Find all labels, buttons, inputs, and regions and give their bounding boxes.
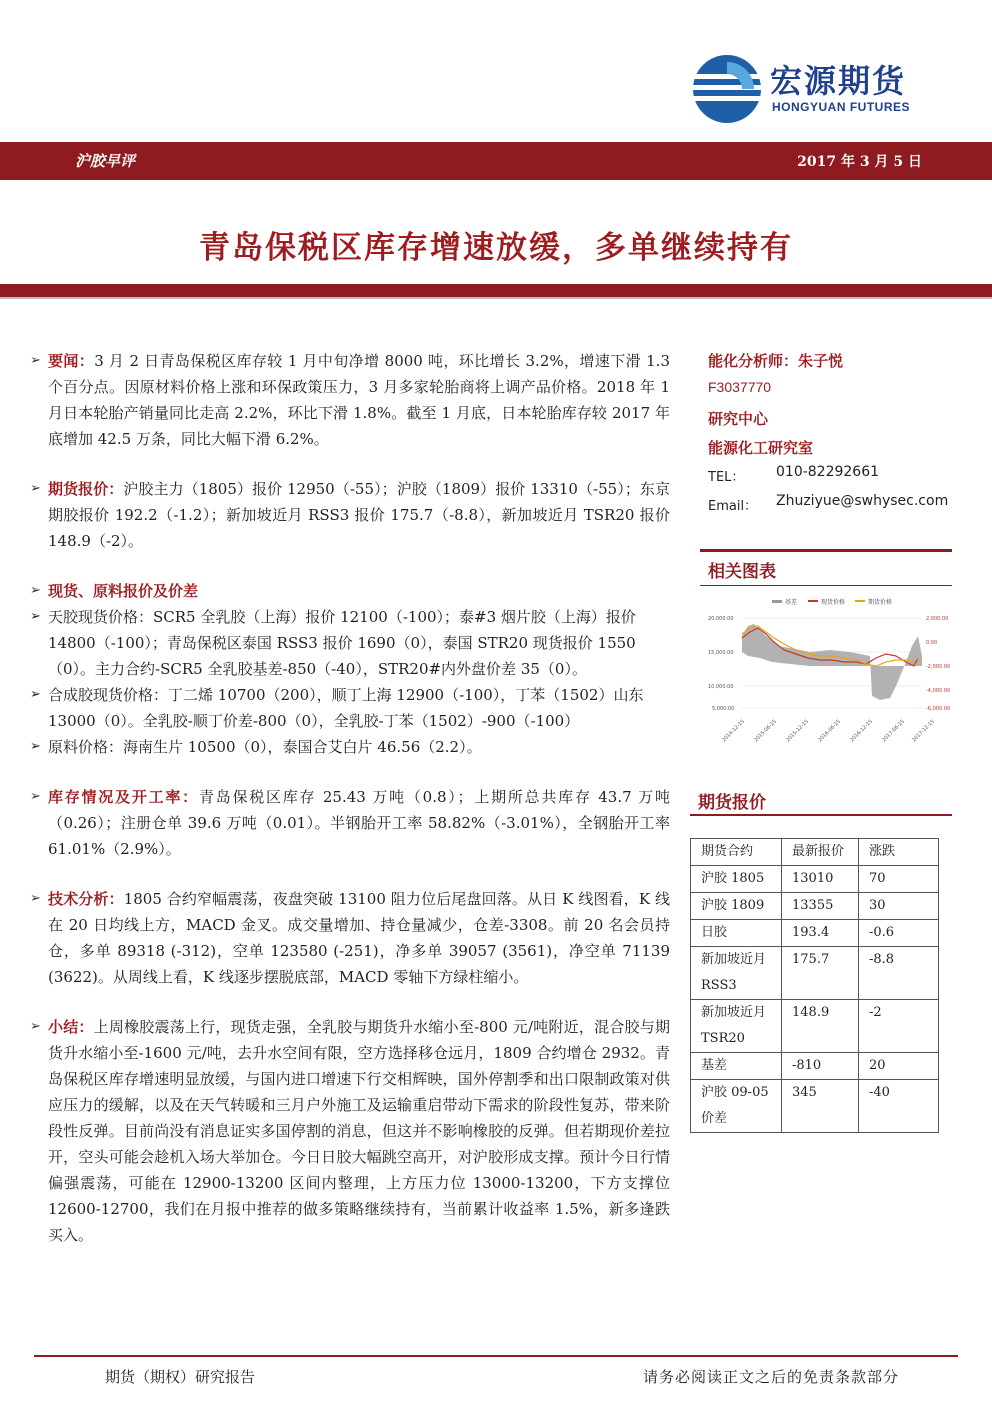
table-row: 新加坡近月 RSS3 175.7 -8.8 (691, 947, 939, 1000)
section-summary (30, 1014, 670, 1248)
section-futures-quotes (30, 476, 670, 554)
section-technical (30, 886, 670, 990)
spot-item: ➢ 合成胶现货价格：丁二烯 10700（200），顺丁上海 12900（-100），丁苯（1502）山东 13000（0）。全乳胶-顺丁价差-800（0），全乳胶-丁苯（1502）-900（-100） (30, 682, 670, 734)
quotes-title: 期货报价 (698, 793, 766, 813)
table-row: 沪胶 09-05 价差 345 -40 (691, 1080, 939, 1133)
svg-text:2,000.00: 2,000.00 (926, 616, 949, 622)
email-value[interactable]: Zhuziyue@swhysec.com (776, 493, 949, 509)
arrow-bullet-icon: ➢ (30, 739, 41, 754)
brand-name-cn: 宏源期货 (770, 62, 907, 100)
col-header: 最新报价 (782, 839, 859, 866)
footer-disclaimer: 请务必阅读正文之后的免责条款部分 (643, 1368, 900, 1386)
section-key: 库存情况及开工率： (48, 788, 199, 806)
related-charts-section (700, 549, 952, 586)
spot-item: ➢ 原料价格：海南生片 10500（0），泰国合艾白片 46.56（2.2）。 (30, 734, 670, 760)
tel-value: 010-82292661 (776, 464, 880, 480)
table-row: 沪胶 1809 13355 30 (691, 893, 939, 920)
arrow-bullet-icon: ➢ (30, 481, 41, 496)
svg-text:2014-12-15: 2014-12-15 (721, 718, 746, 744)
tel-label: TEL： (708, 470, 745, 485)
tel-row (708, 466, 968, 495)
col-header: 期货合约 (691, 839, 782, 866)
arrow-bullet-icon: ➢ (30, 1019, 41, 1034)
table-header-row (691, 839, 939, 866)
analyst-info (708, 350, 968, 524)
chart-x-ticks (721, 719, 936, 744)
section-text: 青岛保税区库存 25.43 万吨（0.8）；上期所总共库存 43.7 万吨（0.26）；注册仓单 39.6 万吨（0.01）。半钢胎开工率 58.82%（-3.01%），全钢胎开工率 61.01%（2.9%）。 (48, 788, 670, 858)
email-row (708, 495, 968, 524)
legend-swatch-basis (772, 600, 782, 603)
col-header: 涨跌 (859, 839, 939, 866)
footer-rule (34, 1355, 958, 1357)
section-text: 上周橡胶震荡上行，现货走强，全乳胶与期货升水缩小至-800 元/吨附近，混合胶与期货升水缩小至-1600 元/吨，去升水空间有限，空方选择移仓远月，1809 合约增仓 2932。青岛保税区库存增速明显放缓，与国内进口增速下行交相辉映，国外停割季和出口限制政策对供应压力的缓解，以及在天气转暖和三月户外施工及运输重启带动下需求的阶段性复苏，带来阶段性反弹。目前尚没有消息证实多国停割的消息，但这并不影响橡胶的反弹。但若期现价差拉开，空头可能会趁机入场大举加仓。今日日胶大幅跳空高开，对沪胶形成支撑。预计今日行情偏强震荡，可能在 12900-13200 区间内整理，上方压力位 13000-13200，下方支撑位 12600-12700，我们在月报中推荐的做多策略继续持有，当前累计收益率 1.5%，新多逢跌买入。 (48, 1018, 670, 1244)
arrow-bullet-icon: ➢ (30, 353, 41, 368)
svg-text:2015-12-15: 2015-12-15 (785, 718, 810, 744)
arrow-bullet-icon: ➢ (30, 789, 41, 804)
dept-energy: 能源化工研究室 (708, 439, 814, 457)
table-row: 新加坡近月 TSR20 148.9 -2 (691, 1000, 939, 1053)
section-key: 期货报价： (48, 480, 124, 498)
section-text: 3 月 2 日青岛保税区库存较 1 月中旬净增 8000 吨，环比增长 3.2%，增速下滑 1.3 个百分点。因原材料价格上涨和环保政策压力，3 月多家轮胎商将上调产品价格。2018 年 1 月日本轮胎产销量同比走高 2.2%，环比下滑 1.8%。截至 1 月底，日本轮胎库存较 2017 年底增加 42.5 万条，同比大幅下滑 6.2%。 (48, 352, 670, 448)
section-text: 1805 合约窄幅震荡，夜盘突破 13100 阻力位后尾盘回落。从日 K 线图看，K 线在 20 日均线上方，MACD 金叉。成交量增加、持仓量减少，仓差-3308。前 20 名会员持仓，多单 89318 (-312)，空单 123580 (-251)，净多单 39057 (3561)，净空单 71139 (3622)。从周线上看，K 线逐步摆脱底部，MACD 零轴下方绿柱缩小。 (48, 890, 670, 986)
title-divider-shadow (0, 297, 992, 299)
arrow-bullet-icon: ➢ (30, 583, 41, 598)
related-charts-title: 相关图表 (708, 562, 776, 582)
section-text: 沪胶主力（1805）报价 12950（-55）；沪胶（1809）报价 13310（-55）；东京期胶报价 192.2（-1.2）；新加坡近月 RSS3 报价 175.7（-8.8），新加坡近月 TSR20 报价 148.9（-2）。 (48, 480, 670, 550)
svg-text:2015-06-15: 2015-06-15 (753, 718, 778, 744)
legend-label-spot: 现货价格 (821, 599, 846, 606)
section-rule (700, 585, 952, 586)
chart-svg (700, 596, 952, 766)
svg-text:20,000.00: 20,000.00 (708, 616, 734, 622)
section-key: 要闻： (48, 352, 95, 370)
footer-report-type: 期货（期权）研究报告 (105, 1368, 256, 1386)
title-divider (0, 284, 992, 297)
svg-text:-6,000.00: -6,000.00 (926, 706, 951, 712)
dept-research: 研究中心 (708, 410, 769, 428)
svg-text:-2,000.00: -2,000.00 (926, 664, 951, 670)
svg-text:2017-12-15: 2017-12-15 (911, 718, 936, 744)
analyst-name: 能化分析师：朱子悦 (708, 352, 844, 370)
legend-label-futures: 期货价格 (868, 599, 893, 606)
section-inventory (30, 784, 670, 862)
main-content (30, 348, 670, 1272)
svg-text:5,000.00: 5,000.00 (712, 706, 735, 712)
svg-text:2016-06-15: 2016-06-15 (817, 718, 842, 744)
spot-item: ➢ 天胶现货价格：SCR5 全乳胶（上海）报价 12100（-100）；泰#3 烟片胶（上海）报价 14800（-100）；青岛保税区泰国 RSS3 报价 1690（0），泰国 STR20 现货报价 1550（0）。主力合约-SCR5 全乳胶基差-850（-40），STR20#内外盘价差 35（0）。 (30, 604, 670, 682)
email-label: Email： (708, 499, 758, 514)
header-banner (0, 142, 992, 180)
basis-area (742, 624, 922, 700)
svg-text:2017-06-15: 2017-06-15 (881, 718, 906, 744)
section-key: 技术分析： (48, 890, 124, 908)
legend-swatch-futures (855, 600, 865, 602)
analyst-license: F3037770 (708, 379, 772, 395)
basis-chart (700, 596, 952, 766)
section-key: 现货、原料报价及价差 (48, 582, 199, 600)
futures-quotes-section (690, 788, 952, 1133)
table-row: 基差 -810 20 (691, 1053, 939, 1080)
report-date: 2017 年 3 月 5 日 (797, 154, 922, 170)
quote-table (690, 838, 939, 1133)
svg-text:-4,000.00: -4,000.00 (926, 688, 951, 694)
company-logo (690, 52, 940, 124)
logo-mark-icon (690, 52, 764, 126)
legend-swatch-spot (808, 600, 818, 602)
svg-text:0.00: 0.00 (926, 640, 938, 646)
section-rule (690, 814, 952, 816)
table-row: 沪胶 1805 13010 70 (691, 866, 939, 893)
brand-name-en: HONGYUAN FUTURES (772, 100, 911, 114)
report-title: 青岛保税区库存增速放缓，多单继续持有 (199, 230, 793, 266)
section-key: 小结： (48, 1018, 94, 1036)
svg-text:15,000.00: 15,000.00 (708, 650, 734, 656)
svg-text:10,000.00: 10,000.00 (708, 684, 734, 690)
arrow-bullet-icon: ➢ (30, 687, 41, 702)
section-news (30, 348, 670, 452)
svg-text:2016-12-15: 2016-12-15 (849, 718, 874, 744)
arrow-bullet-icon: ➢ (30, 891, 41, 906)
section-spot (30, 578, 670, 760)
table-row: 日胶 193.4 -0.6 (691, 920, 939, 947)
report-category: 沪胶早评 (75, 152, 136, 170)
legend-label-basis: 基差 (785, 599, 798, 606)
arrow-bullet-icon: ➢ (30, 609, 41, 624)
